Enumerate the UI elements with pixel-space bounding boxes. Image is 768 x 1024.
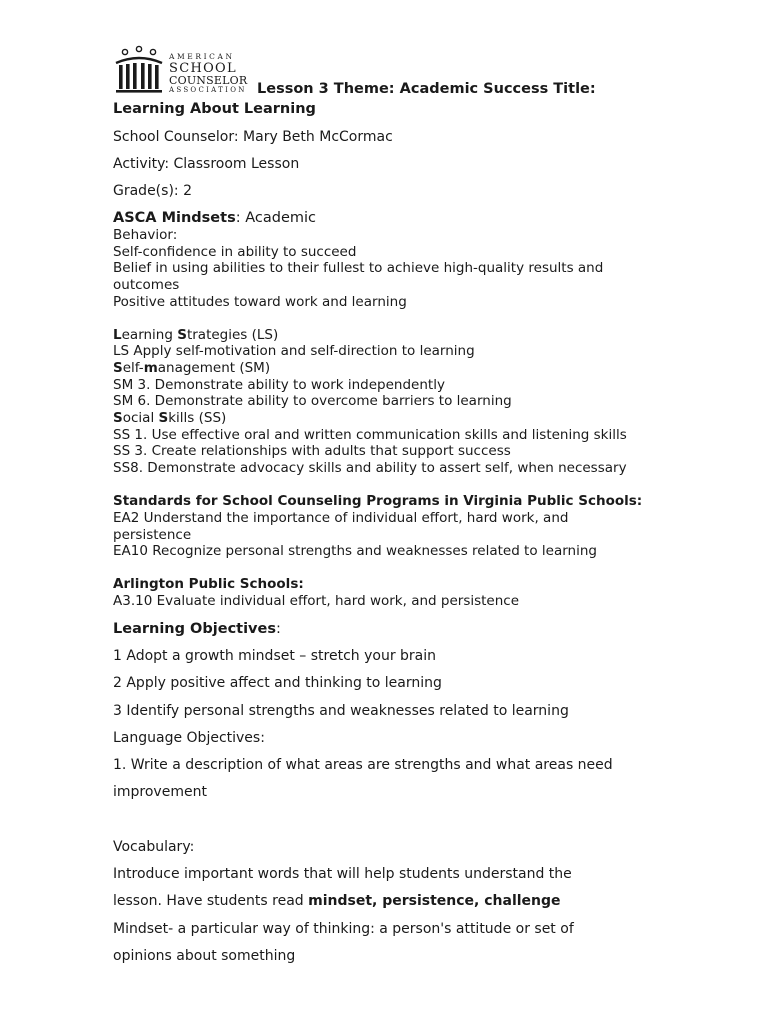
lesson-title-line-2: Learning About Learning [113, 101, 316, 117]
ss-item: SS8. Demonstrate advocacy skills and ability to assert self, when necessary [113, 460, 627, 477]
vocabulary-definition: Mindset- a particular way of thinking: a person's attitude or set of opinions about something [113, 920, 574, 964]
asca-emblem-icon [113, 45, 165, 97]
objectives-heading-bold: Learning Objectives [113, 620, 276, 637]
arlington-heading: Arlington Public Schools: [113, 575, 304, 592]
mindsets-heading-rest: : Academic [235, 210, 316, 226]
mindsets-heading-bold: ASCA Mindsets [113, 210, 236, 226]
logo-line-1: AMERICAN [169, 52, 235, 61]
mindset-item: Self-confidence in ability to succeed [113, 243, 357, 260]
objective-item: 3 Identify personal strengths and weaknesses related to learning [113, 702, 569, 719]
objective-item: 2 Apply positive affect and thinking to learning [113, 675, 442, 692]
ls-initial-s: S [177, 326, 187, 343]
objective-item: 1 Adopt a growth mindset – stretch your brain [113, 647, 437, 664]
ss-initial-s2: S [158, 410, 169, 427]
sm-initial-m: m [143, 359, 158, 376]
sm-item: SM 6. Demonstrate ability to overcome barriers to learning [113, 393, 512, 410]
sm-text-2: anagement (SM) [157, 359, 271, 376]
ls-text-1: earning [121, 326, 178, 343]
counselor-line: School Counselor: Mary Beth McCormac [113, 129, 393, 145]
language-heading: Language Objectives: [113, 729, 265, 746]
document-page [113, 44, 733, 970]
arlington-item: A3.10 Evaluate individual effort, hard work, and persistence [113, 592, 520, 609]
activity-line: Activity: Classroom Lesson [113, 156, 300, 172]
ls-text-2: trategies (LS) [186, 326, 279, 343]
sm-heading [113, 360, 733, 377]
ss-item: SS 3. Create relationships with adults that support success [113, 443, 511, 460]
standards-item: EA2 Understand the importance of individual effort, hard work, and persistence [113, 509, 569, 543]
vocabulary-heading: Vocabulary: [113, 838, 195, 855]
asca-logo [113, 44, 253, 100]
sm-text-1: elf- [122, 359, 144, 376]
mindsets-heading [113, 209, 733, 227]
sm-item: SM 3. Demonstrate ability to work independently [113, 376, 445, 393]
ls-heading [113, 327, 733, 344]
ss-text-1: ocial [122, 410, 159, 427]
mindset-item: Positive attitudes toward work and learning [113, 293, 407, 310]
lesson-title-line-1: Lesson 3 Theme: Academic Success Title: [257, 81, 596, 97]
standards-heading: Standards for School Counseling Programs in Virginia Public Schools: [113, 492, 643, 509]
logo-line-3: COUNSELOR [169, 73, 248, 87]
document-header [113, 44, 733, 100]
ss-text-2: kills (SS) [168, 410, 227, 427]
ls-item: LS Apply self-motivation and self-direction to learning [113, 343, 475, 360]
ls-initial-l: L [113, 326, 122, 343]
grade-line: Grade(s): 2 [113, 183, 192, 199]
logo-line-2: SCHOOL [169, 60, 237, 76]
objectives-heading [113, 616, 733, 643]
objectives-heading-rest: : [275, 620, 281, 637]
vocabulary-intro-text: Introduce important words that will help students understand the lesson. Have students read [113, 866, 572, 910]
ss-item: SS 1. Use effective oral and written communication skills and listening skills [113, 426, 627, 443]
language-item: 1. Write a description of what areas are strengths and what areas need improvement [113, 757, 613, 801]
logo-line-4: ASSOCIATION [169, 85, 247, 94]
behavior-label: Behavior: [113, 227, 178, 243]
vocabulary-intro [113, 861, 613, 916]
standards-item: EA10 Recognize personal strengths and weaknesses related to learning [113, 543, 597, 560]
ss-initial-s: S [113, 410, 123, 427]
ss-heading [113, 410, 733, 427]
vocabulary-words: mindset, persistence, challenge [308, 893, 561, 910]
sm-initial-s: S [113, 359, 123, 376]
mindset-item: Belief in using abilities to their fullest to achieve high-quality results and outcomes [113, 260, 604, 294]
asca-logo-text [169, 53, 247, 94]
